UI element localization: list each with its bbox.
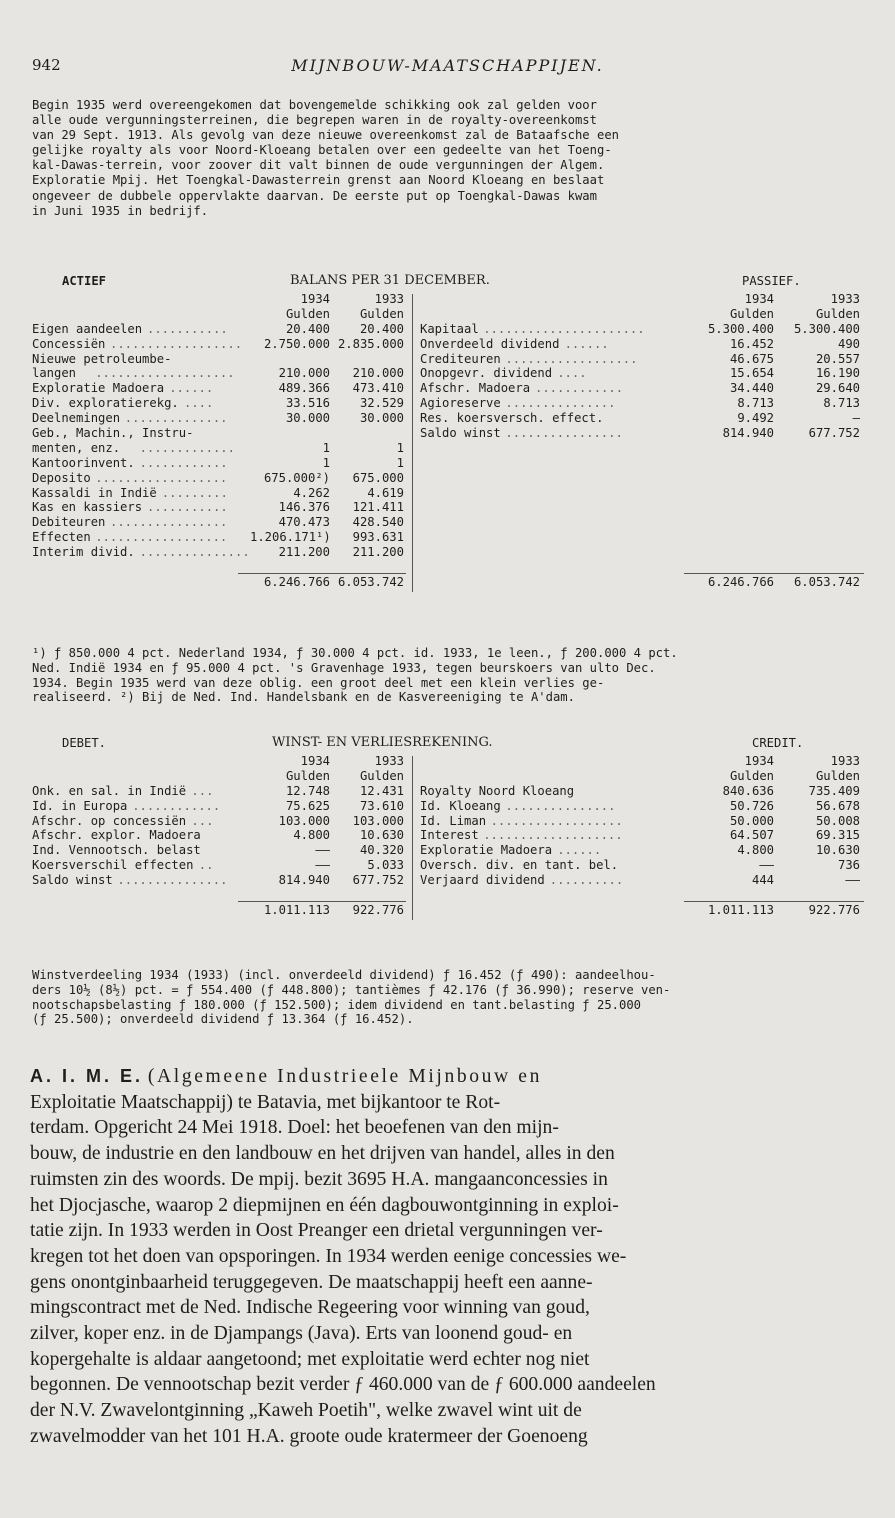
value-a: 814.940 bbox=[278, 873, 330, 888]
value-a: —— bbox=[315, 843, 330, 858]
total-rule bbox=[684, 573, 864, 574]
dot-leader: ...... bbox=[564, 336, 609, 351]
intro-line: kal-Dawas-terrein, voor zoover dit valt binnen de oude vergunningen der Algem. bbox=[32, 158, 605, 173]
value-a: 814.940 bbox=[722, 426, 774, 441]
balance-sheet bbox=[32, 274, 867, 590]
value-a: 50.726 bbox=[729, 798, 774, 813]
table-row bbox=[32, 530, 867, 545]
dot-leader: ............... bbox=[505, 396, 616, 411]
row-label: Res. koersversch. effect. bbox=[420, 411, 604, 426]
table-row bbox=[32, 471, 867, 486]
value-a: 46.675 bbox=[729, 351, 774, 366]
year-col-a: 1934 bbox=[300, 754, 330, 768]
value-b: 20.557 bbox=[815, 351, 860, 366]
row-label: Kantoorinvent. bbox=[32, 455, 135, 470]
row-label: Onk. en sal. in Indië bbox=[32, 783, 187, 798]
row-label: Onopgevr. dividend bbox=[420, 366, 553, 381]
dot-leader: ................... bbox=[95, 366, 235, 381]
body-line: zwavelmodder van het 101 H.A. groote oude kratermeer der Goenoeng bbox=[30, 1425, 588, 1447]
balance-footnotes bbox=[32, 646, 867, 705]
row-label: Concessiën bbox=[32, 336, 106, 351]
totals-row bbox=[32, 575, 867, 590]
unit-label: Gulden bbox=[285, 768, 330, 783]
actief-heading: ACTIEF bbox=[62, 274, 107, 288]
table-row bbox=[32, 784, 867, 799]
row-label: Kas en kassiers bbox=[32, 500, 143, 515]
row-label: Deposito bbox=[32, 470, 91, 485]
dot-leader: .................. bbox=[110, 336, 243, 351]
value-a: 1 bbox=[322, 440, 330, 455]
total-b: 922.776 bbox=[352, 902, 404, 917]
table-row bbox=[32, 486, 867, 501]
row-label: Geb., Machin., Instru- bbox=[32, 426, 194, 441]
intro-line: Begin 1935 werd overeengekomen dat bovengemelde schikking ook zal gelden voor bbox=[32, 98, 597, 112]
value-a: 30.000 bbox=[285, 411, 330, 426]
total-rule bbox=[684, 901, 864, 902]
table-row bbox=[32, 456, 867, 471]
page-number: 942 bbox=[32, 56, 61, 74]
value-b: 30.000 bbox=[359, 411, 404, 426]
value-a: 20.400 bbox=[285, 321, 330, 336]
value-a: 15.654 bbox=[729, 366, 774, 381]
year-col-b: 1933 bbox=[830, 292, 860, 306]
dot-leader: .... bbox=[184, 396, 214, 411]
body-line: tatie zijn. In 1933 werden in Oost Preanger een drietal vergunningen ver- bbox=[30, 1220, 603, 1242]
value-b: 211.200 bbox=[352, 545, 404, 560]
running-title: MIJNBOUW-MAATSCHAPPIJEN. bbox=[291, 56, 604, 75]
value-a: 4.262 bbox=[293, 485, 330, 500]
table-row bbox=[32, 352, 867, 367]
footnote-line: Ned. Indië 1934 en ƒ 95.000 4 pct. 's Gravenhage 1933, tegen beurskoers van ulto Dec. bbox=[32, 660, 656, 675]
value-b: 8.713 bbox=[823, 396, 860, 411]
row-label: langen bbox=[32, 366, 77, 381]
dot-leader: .................. bbox=[505, 351, 638, 366]
value-a: 1 bbox=[322, 455, 330, 470]
value-a: 9.492 bbox=[737, 411, 774, 426]
row-label: menten, enz. bbox=[32, 440, 121, 455]
dot-leader: ................ bbox=[505, 426, 623, 441]
dot-leader: .......... bbox=[549, 873, 624, 888]
value-b: 69.315 bbox=[815, 828, 860, 843]
total-b: 922.776 bbox=[808, 902, 860, 917]
unit-label: Gulden bbox=[729, 306, 774, 321]
unit-label: Gulden bbox=[285, 306, 330, 321]
total-b: 6.053.742 bbox=[337, 574, 404, 589]
row-label: Exploratie Madoera bbox=[32, 381, 165, 396]
table-row bbox=[32, 814, 867, 829]
unit-label: Gulden bbox=[815, 306, 860, 321]
total-a: 6.246.766 bbox=[707, 574, 774, 589]
debet-heading: DEBET. bbox=[62, 736, 107, 750]
balance-title: BALANS PER 31 DECEMBER. bbox=[290, 273, 490, 288]
value-b: 10.630 bbox=[815, 843, 860, 858]
body-line: kopergehalte is aldaar aangetoond; met exploitatie werd echter nog niet bbox=[30, 1348, 590, 1370]
column-divider bbox=[412, 756, 413, 920]
value-a: 12.748 bbox=[285, 783, 330, 798]
table-row bbox=[32, 515, 867, 530]
value-b: 56.678 bbox=[815, 798, 860, 813]
value-a: 444 bbox=[751, 873, 774, 888]
aime-company-entry bbox=[30, 1064, 868, 1450]
table-row bbox=[32, 426, 867, 441]
table-row bbox=[32, 337, 867, 352]
intro-line: Exploratie Mpij. Het Toengkal-Dawasterrein grenst aan Noord Kloeang en beslaat bbox=[32, 173, 605, 188]
value-b: 473.410 bbox=[352, 381, 404, 396]
table-row bbox=[32, 799, 867, 814]
intro-line: ongeveer de dubbele oppervlakte daarvan. De eerste put op Toengkal-Dawas kwam bbox=[32, 188, 597, 203]
total-a: 1.011.113 bbox=[707, 902, 774, 917]
profit-distribution-note bbox=[32, 968, 867, 1027]
row-label: Afschr. op concessiën bbox=[32, 813, 187, 828]
total-rule bbox=[238, 573, 406, 574]
value-a: 5.300.400 bbox=[707, 321, 774, 336]
row-label: Royalty Noord Kloeang bbox=[420, 783, 575, 798]
row-label: Agioreserve bbox=[420, 396, 501, 411]
footnote-line: ¹) ƒ 850.000 4 pct. Nederland 1934, ƒ 30.000 4 pct. id. 1933, 1e leen., ƒ 200.000 4 pct. bbox=[32, 646, 678, 660]
footnote-line: 1934. Begin 1935 werd van deze oblig. een groot deel met een klein verlies ge- bbox=[32, 675, 605, 690]
total-rule bbox=[238, 901, 406, 902]
value-b: 16.190 bbox=[815, 366, 860, 381]
row-label: Exploratie Madoera bbox=[420, 843, 553, 858]
value-b: 121.411 bbox=[352, 500, 404, 515]
value-b: 675.000 bbox=[352, 470, 404, 485]
unit-label: Gulden bbox=[815, 768, 860, 783]
value-b: 73.610 bbox=[359, 798, 404, 813]
aime-first-line bbox=[30, 1064, 868, 1090]
row-label: Effecten bbox=[32, 530, 91, 545]
row-label: Kassaldi in Indië bbox=[32, 485, 157, 500]
row-label: Id. Liman bbox=[420, 813, 487, 828]
dot-leader: .. bbox=[198, 858, 214, 873]
row-label: Deelnemingen bbox=[32, 411, 121, 426]
value-b: 20.400 bbox=[359, 321, 404, 336]
dot-leader: ................ bbox=[110, 515, 228, 530]
row-label: Saldo winst bbox=[420, 426, 501, 441]
intro-line: in Juni 1935 in bedrijf. bbox=[32, 203, 209, 218]
value-b: 4.619 bbox=[367, 485, 404, 500]
dot-leader: ............. bbox=[139, 440, 235, 455]
row-label: Saldo winst bbox=[32, 873, 113, 888]
value-a: 4.800 bbox=[737, 843, 774, 858]
value-b: 50.008 bbox=[815, 813, 860, 828]
table-row bbox=[32, 545, 867, 560]
value-b: 32.529 bbox=[359, 396, 404, 411]
year-col-a: 1934 bbox=[300, 292, 330, 306]
value-b: 40.320 bbox=[359, 843, 404, 858]
dot-leader: ................... bbox=[483, 828, 623, 843]
year-col-a: 1934 bbox=[744, 754, 774, 768]
note-line: ders 10½ (8½) pct. = ƒ 554.400 (ƒ 448.800); tantièmes ƒ 42.176 (ƒ 36.990); reserve ven- bbox=[32, 982, 671, 997]
passief-heading: PASSIEF. bbox=[742, 274, 801, 288]
value-b: 677.752 bbox=[808, 426, 860, 441]
body-line: het Djocjasche, waarop 2 diepmijnen en één dagbouwontginning in exploi- bbox=[30, 1194, 619, 1216]
pl-title: WINST- EN VERLIESREKENING. bbox=[272, 735, 493, 750]
note-line: Winstverdeeling 1934 (1933) (incl. onverdeeld dividend) ƒ 16.452 (ƒ 490): aandeelhou- bbox=[32, 968, 656, 982]
note-line: nootschapsbelasting ƒ 180.000 (ƒ 152.500); idem dividend en tant.belasting ƒ 25.000 bbox=[32, 997, 642, 1012]
value-b: 1 bbox=[396, 455, 404, 470]
row-label: Kapitaal bbox=[420, 321, 479, 336]
dot-leader: .................. bbox=[490, 813, 623, 828]
value-b: 736 bbox=[837, 858, 860, 873]
footnote-line: realiseerd. ²) Bij de Ned. Ind. Handelsbank en de Kasvereeniging te A'dam. bbox=[32, 690, 575, 705]
dot-leader: ............... bbox=[505, 798, 616, 813]
value-a: 211.200 bbox=[278, 545, 330, 560]
table-row bbox=[32, 873, 867, 888]
row-label: Debiteuren bbox=[32, 515, 106, 530]
value-a: 470.473 bbox=[278, 515, 330, 530]
value-a: 33.516 bbox=[285, 396, 330, 411]
row-label: Id. in Europa bbox=[32, 798, 128, 813]
company-full-name: (Algemeene Industrieele Mijnbouw en bbox=[147, 1066, 542, 1087]
value-a: 50.000 bbox=[729, 813, 774, 828]
row-label: Onverdeeld dividend bbox=[420, 336, 560, 351]
value-b: 5.300.400 bbox=[793, 321, 860, 336]
value-a: 4.800 bbox=[293, 828, 330, 843]
column-divider bbox=[412, 294, 413, 592]
year-col-b: 1933 bbox=[374, 292, 404, 306]
row-label: Eigen aandeelen bbox=[32, 321, 143, 336]
value-a: 210.000 bbox=[278, 366, 330, 381]
table-row bbox=[32, 411, 867, 426]
value-b: 490 bbox=[837, 336, 860, 351]
note-line: (ƒ 25.500); onverdeeld dividend ƒ 13.364 (ƒ 16.452). bbox=[32, 1012, 414, 1027]
value-b: 5.033 bbox=[367, 858, 404, 873]
table-row bbox=[32, 858, 867, 873]
dot-leader: ... bbox=[191, 813, 214, 828]
credit-heading: CREDIT. bbox=[752, 736, 804, 750]
value-a: 16.452 bbox=[729, 336, 774, 351]
value-b: 428.540 bbox=[352, 515, 404, 530]
value-a: 840.636 bbox=[722, 783, 774, 798]
value-a: 1.206.171¹) bbox=[250, 530, 331, 545]
row-label: Ind. Vennootsch. belast bbox=[32, 843, 201, 858]
value-b: 10.630 bbox=[359, 828, 404, 843]
row-label: Crediteuren bbox=[420, 351, 501, 366]
value-a: —— bbox=[759, 858, 774, 873]
value-a: 675.000²) bbox=[263, 470, 330, 485]
row-label: Div. exploratierekg. bbox=[32, 396, 179, 411]
value-a: 34.440 bbox=[729, 381, 774, 396]
dot-leader: ...... bbox=[557, 843, 602, 858]
row-label: Interest bbox=[420, 828, 479, 843]
body-line: der N.V. Zwavelontginning „Kaweh Poetih", welke zwavel wint uit de bbox=[30, 1400, 582, 1422]
dot-leader: ............ bbox=[132, 798, 221, 813]
total-b: 6.053.742 bbox=[793, 574, 860, 589]
table-row bbox=[32, 322, 867, 337]
value-b: 29.640 bbox=[815, 381, 860, 396]
value-a: 2.750.000 bbox=[263, 336, 330, 351]
year-col-a: 1934 bbox=[744, 292, 774, 306]
unit-label: Gulden bbox=[359, 306, 404, 321]
total-a: 6.246.766 bbox=[263, 574, 330, 589]
dot-leader: ............ bbox=[535, 381, 624, 396]
body-line: kregen tot het doen van opsporingen. In 1934 werden eenige concessies we- bbox=[30, 1245, 627, 1267]
row-label: Afschr. explor. Madoera bbox=[32, 828, 201, 843]
value-a: 103.000 bbox=[278, 813, 330, 828]
value-b: 2.835.000 bbox=[337, 336, 404, 351]
unit-label: Gulden bbox=[729, 768, 774, 783]
table-row bbox=[32, 366, 867, 381]
dot-leader: ............ bbox=[139, 455, 228, 470]
value-a: 8.713 bbox=[737, 396, 774, 411]
dot-leader: ...... bbox=[169, 381, 214, 396]
body-line: ruimsten zin des woords. De mpij. bezit 3695 H.A. mangaanconcessies in bbox=[30, 1168, 608, 1190]
value-a: 64.507 bbox=[729, 828, 774, 843]
intro-line: van 29 Sept. 1913. Als gevolg van deze nieuwe overeenkomst zal de Bataafsche een bbox=[32, 128, 619, 143]
value-b: 1 bbox=[396, 440, 404, 455]
value-a: 489.366 bbox=[278, 381, 330, 396]
dot-leader: ........... bbox=[147, 500, 228, 515]
value-b: — bbox=[852, 411, 860, 426]
value-b: —— bbox=[845, 873, 860, 888]
row-label: Koersverschil effecten bbox=[32, 858, 194, 873]
value-a: —— bbox=[315, 858, 330, 873]
row-label: Id. Kloeang bbox=[420, 798, 501, 813]
body-line: zilver, koper enz. in de Djampangs (Java). Erts van loonend goud- en bbox=[30, 1323, 573, 1345]
row-label: Verjaard dividend bbox=[420, 873, 545, 888]
row-label: Nieuwe petroleumbe- bbox=[32, 351, 172, 366]
year-col-b: 1933 bbox=[374, 754, 404, 768]
row-label: Afschr. Madoera bbox=[420, 381, 531, 396]
total-a: 1.011.113 bbox=[263, 902, 330, 917]
value-b: 103.000 bbox=[352, 813, 404, 828]
profit-loss-account bbox=[32, 736, 867, 918]
table-row bbox=[32, 381, 867, 396]
dot-leader: .............. bbox=[124, 411, 228, 426]
value-b: 993.631 bbox=[352, 530, 404, 545]
unit-label: Gulden bbox=[359, 768, 404, 783]
row-label: Interim divid. bbox=[32, 545, 135, 560]
dot-leader: ...................... bbox=[483, 321, 645, 336]
value-b: 735.409 bbox=[808, 783, 860, 798]
value-b: 12.431 bbox=[359, 783, 404, 798]
totals-row bbox=[32, 903, 867, 918]
company-name: A. I. M. E. bbox=[30, 1066, 144, 1086]
body-line: bouw, de industrie en den landbouw en het drijven van handel, alles in den bbox=[30, 1143, 615, 1165]
dot-leader: .... bbox=[557, 366, 587, 381]
table-row bbox=[32, 843, 867, 858]
body-line: gens onontginbaarheid teruggegeven. De maatschappij heeft een aanne- bbox=[30, 1271, 593, 1293]
body-line: begonnen. De vennootschap bezit verder ƒ 460.000 van de ƒ 600.000 aandeelen bbox=[30, 1374, 656, 1396]
body-line: Exploitatie Maatschappij) te Batavia, met bijkantoor te Rot- bbox=[30, 1091, 501, 1113]
body-line: mingscontract met de Ned. Indische Regeering voor winning van goud, bbox=[30, 1297, 590, 1319]
dot-leader: ......... bbox=[161, 485, 228, 500]
dot-leader: ........... bbox=[147, 321, 228, 336]
table-row bbox=[32, 828, 867, 843]
value-b: 210.000 bbox=[352, 366, 404, 381]
dot-leader: ............... bbox=[139, 545, 250, 560]
table-row bbox=[32, 441, 867, 456]
body-line: terdam. Opgericht 24 Mei 1918. Doel: het beoefenen van den mijn- bbox=[30, 1117, 559, 1139]
intro-paragraph bbox=[32, 98, 867, 219]
intro-line: gelijke royalty als voor Noord-Kloeang betalen over een gedeelte van het Toeng- bbox=[32, 143, 612, 158]
value-b: 677.752 bbox=[352, 873, 404, 888]
dot-leader: ... bbox=[191, 783, 214, 798]
value-a: 146.376 bbox=[278, 500, 330, 515]
intro-line: alle oude vergunningsterreinen, die begrepen waren in de royalty-overeenkomst bbox=[32, 113, 597, 128]
table-row bbox=[32, 396, 867, 411]
dot-leader: .................. bbox=[95, 470, 228, 485]
value-a: 75.625 bbox=[285, 798, 330, 813]
page-header bbox=[32, 56, 863, 80]
dot-leader: .................. bbox=[95, 530, 228, 545]
row-label: Oversch. div. en tant. bel. bbox=[420, 858, 619, 873]
table-row bbox=[32, 500, 867, 515]
year-col-b: 1933 bbox=[830, 754, 860, 768]
dot-leader: ............... bbox=[117, 873, 228, 888]
